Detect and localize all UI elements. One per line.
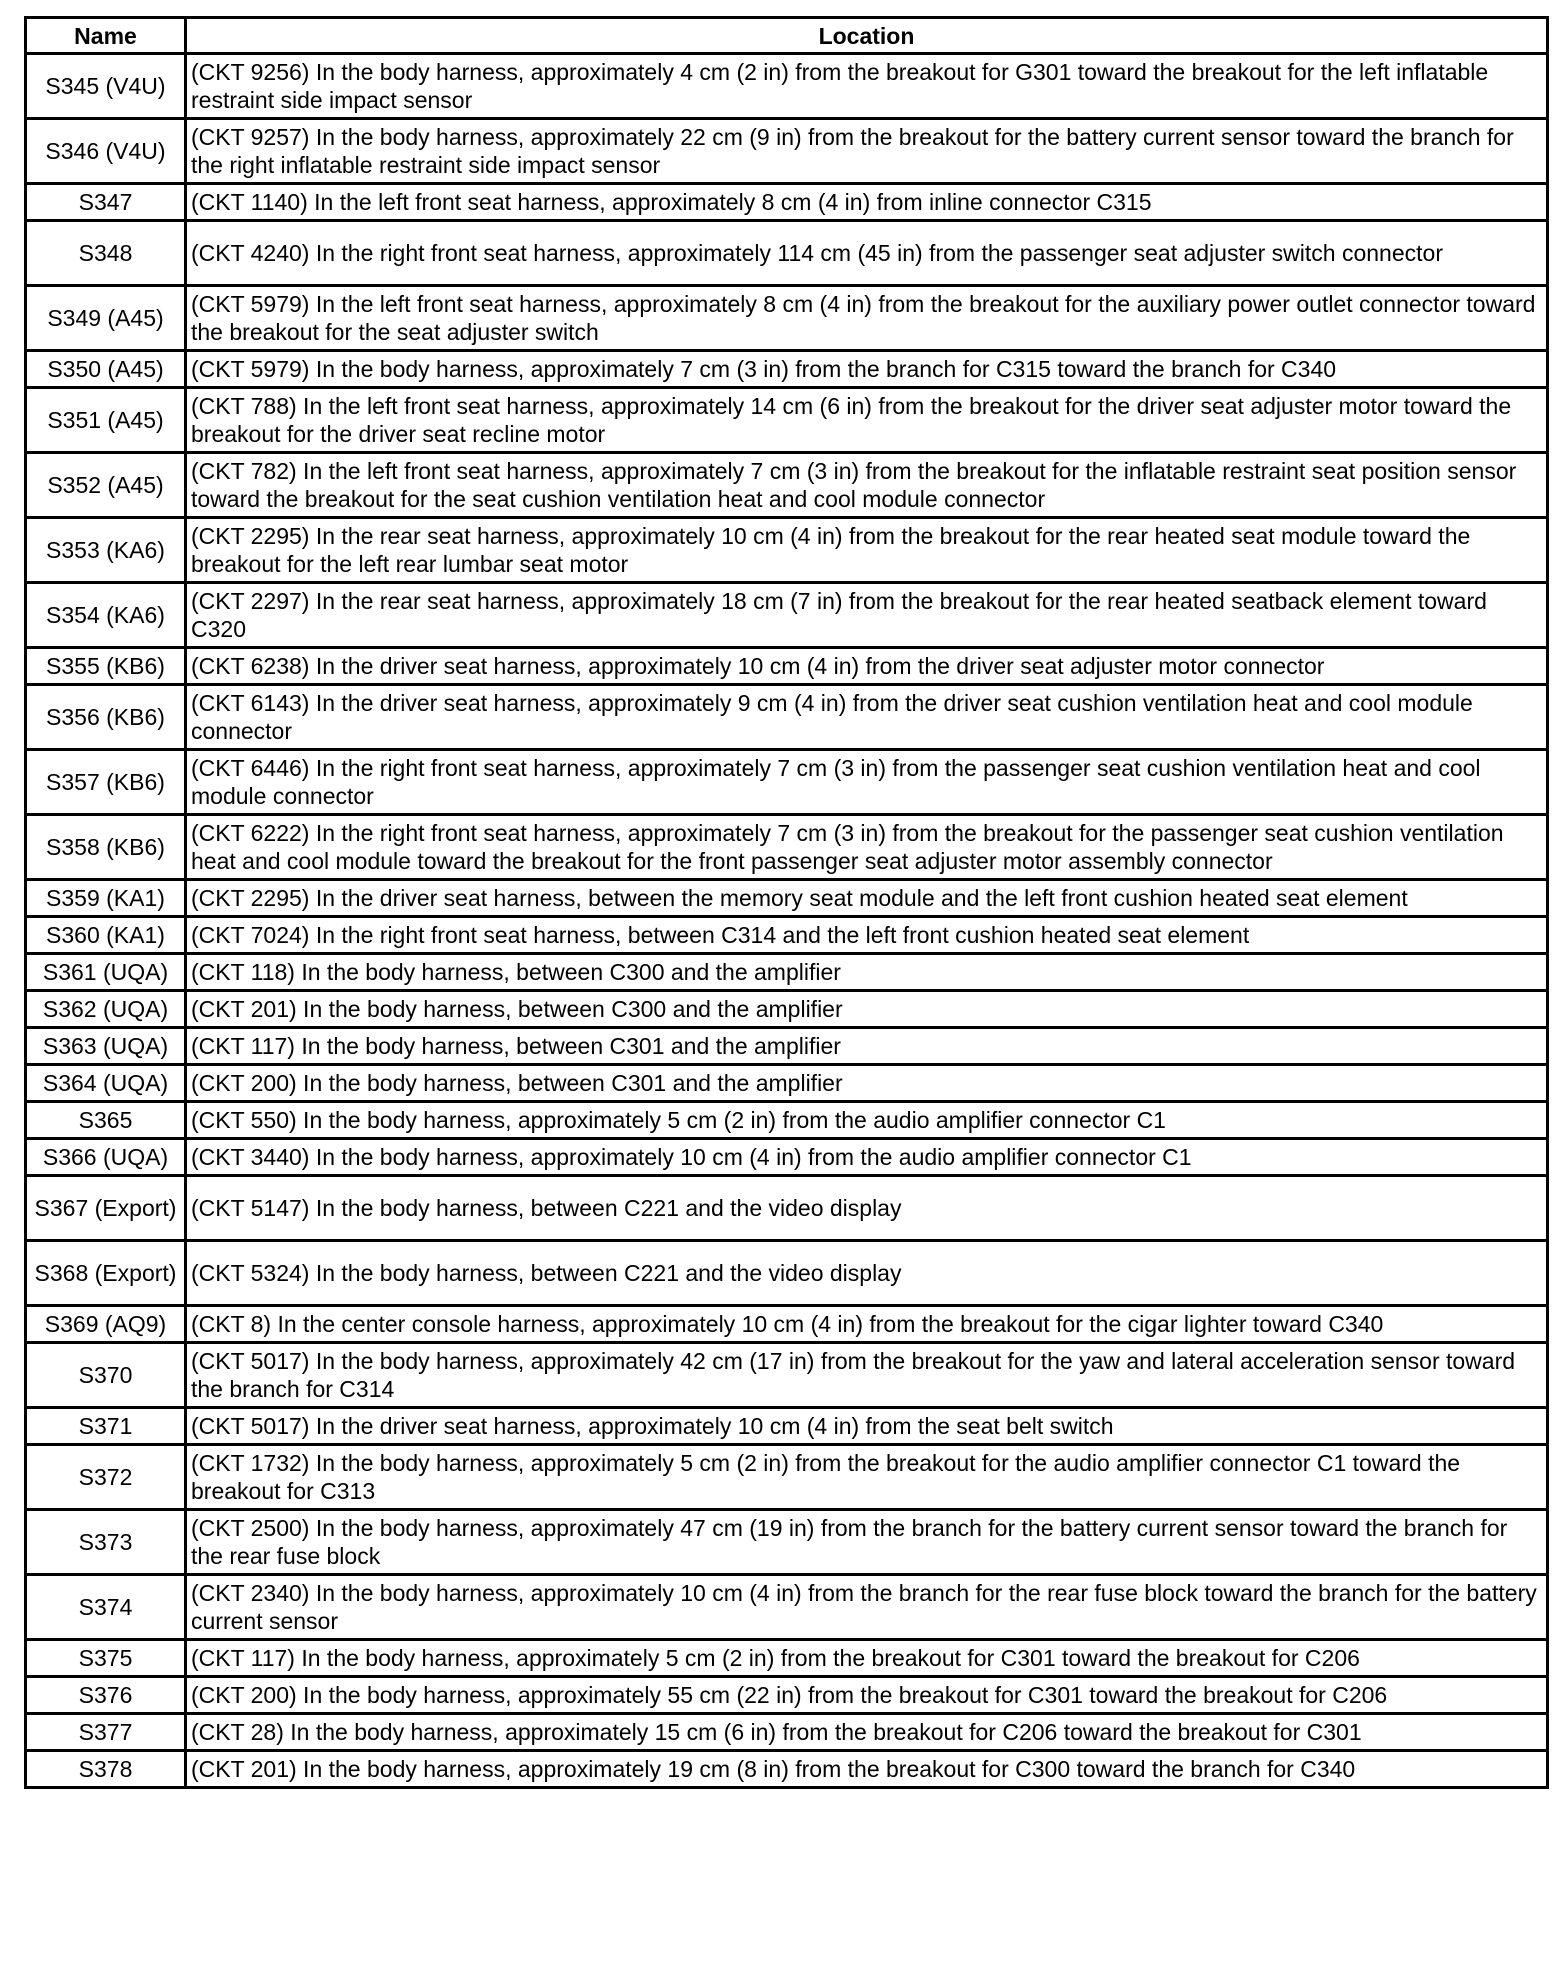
table-row [26,1028,1548,1065]
splice-location-cell: (CKT 3440) In the body harness, approximately 10 cm (4 in) from the audio amplifier connector C1 [186,1139,1548,1176]
table-row [26,1139,1548,1176]
splice-location-cell: (CKT 200) In the body harness, between C301 and the amplifier [186,1065,1548,1102]
splice-location-cell: (CKT 201) In the body harness, between C300 and the amplifier [186,991,1548,1028]
table-row [26,286,1548,351]
table-row [26,221,1548,286]
table-row [26,351,1548,388]
table-row [26,1751,1548,1788]
splice-name-cell: S368 (Export) [26,1241,186,1306]
table-row [26,583,1548,648]
header-row [26,18,1548,54]
splice-location-cell: (CKT 5979) In the left front seat harness, approximately 8 cm (4 in) from the breakout for the auxiliary power outlet connector toward the breakout for the seat adjuster switch [186,286,1548,351]
splice-name-cell: S351 (A45) [26,388,186,453]
splice-location-cell: (CKT 5017) In the driver seat harness, approximately 10 cm (4 in) from the seat belt switch [186,1408,1548,1445]
table-row [26,54,1548,119]
splice-name-cell: S359 (KA1) [26,880,186,917]
splice-name-cell: S375 [26,1640,186,1677]
splice-location-cell: (CKT 5147) In the body harness, between C221 and the video display [186,1176,1548,1241]
splice-name-cell: S370 [26,1343,186,1408]
splice-location-cell: (CKT 2500) In the body harness, approximately 47 cm (19 in) from the branch for the battery current sensor toward the branch for the rear fuse block [186,1510,1548,1575]
splice-name-cell: S345 (V4U) [26,54,186,119]
splice-location-cell: (CKT 4240) In the right front seat harness, approximately 114 cm (45 in) from the passenger seat adjuster switch connector [186,221,1548,286]
splice-location-cell: (CKT 7024) In the right front seat harness, between C314 and the left front cushion heated seat element [186,917,1548,954]
splice-name-cell: S362 (UQA) [26,991,186,1028]
splice-location-cell: (CKT 8) In the center console harness, approximately 10 cm (4 in) from the breakout for the cigar lighter toward C340 [186,1306,1548,1343]
splice-name-cell: S365 [26,1102,186,1139]
splice-name-cell: S366 (UQA) [26,1139,186,1176]
table-row [26,184,1548,221]
splice-name-cell: S369 (AQ9) [26,1306,186,1343]
splice-name-cell: S346 (V4U) [26,119,186,184]
splice-name-cell: S354 (KA6) [26,583,186,648]
table-body [26,54,1548,1788]
table-row [26,1714,1548,1751]
table-row [26,388,1548,453]
splice-location-cell: (CKT 6222) In the right front seat harness, approximately 7 cm (3 in) from the breakout for the passenger seat cushion ventilation heat and cool module toward the breakout for the front passenger seat adjuster motor assembly connector [186,815,1548,880]
splice-location-cell: (CKT 5979) In the body harness, approximately 7 cm (3 in) from the branch for C315 toward the branch for C340 [186,351,1548,388]
splice-location-table [24,16,1549,1789]
table-row [26,1677,1548,1714]
table-row [26,1241,1548,1306]
splice-location-cell: (CKT 2295) In the driver seat harness, between the memory seat module and the left front cushion heated seat element [186,880,1548,917]
splice-location-cell: (CKT 5017) In the body harness, approximately 42 cm (17 in) from the breakout for the yaw and lateral acceleration sensor toward the branch for C314 [186,1343,1548,1408]
splice-location-cell: (CKT 6446) In the right front seat harness, approximately 7 cm (3 in) from the passenger seat cushion ventilation heat and cool module connector [186,750,1548,815]
splice-name-cell: S350 (A45) [26,351,186,388]
splice-name-cell: S360 (KA1) [26,917,186,954]
column-header-location: Location [186,18,1548,54]
splice-name-cell: S371 [26,1408,186,1445]
column-header-name: Name [26,18,186,54]
splice-name-cell: S348 [26,221,186,286]
splice-name-cell: S347 [26,184,186,221]
splice-location-cell: (CKT 1140) In the left front seat harness, approximately 8 cm (4 in) from inline connector C315 [186,184,1548,221]
table-row [26,1065,1548,1102]
splice-location-cell: (CKT 550) In the body harness, approximately 5 cm (2 in) from the audio amplifier connector C1 [186,1102,1548,1139]
table-row [26,685,1548,750]
splice-location-cell: (CKT 9257) In the body harness, approximately 22 cm (9 in) from the breakout for the battery current sensor toward the branch for the right inflatable restraint side impact sensor [186,119,1548,184]
splice-name-cell: S378 [26,1751,186,1788]
splice-location-cell: (CKT 28) In the body harness, approximately 15 cm (6 in) from the breakout for C206 toward the breakout for C301 [186,1714,1548,1751]
splice-name-cell: S352 (A45) [26,453,186,518]
table-row [26,1343,1548,1408]
splice-name-cell: S349 (A45) [26,286,186,351]
splice-name-cell: S357 (KB6) [26,750,186,815]
splice-location-cell: (CKT 117) In the body harness, between C301 and the amplifier [186,1028,1548,1065]
splice-location-cell: (CKT 2295) In the rear seat harness, approximately 10 cm (4 in) from the breakout for the rear heated seat module toward the breakout for the left rear lumbar seat motor [186,518,1548,583]
splice-name-cell: S353 (KA6) [26,518,186,583]
splice-location-cell: (CKT 782) In the left front seat harness, approximately 7 cm (3 in) from the breakout for the inflatable restraint seat position sensor toward the breakout for the seat cushion ventilation heat and cool module connector [186,453,1548,518]
splice-location-cell: (CKT 118) In the body harness, between C300 and the amplifier [186,954,1548,991]
splice-location-cell: (CKT 5324) In the body harness, between C221 and the video display [186,1241,1548,1306]
table-row [26,954,1548,991]
splice-name-cell: S364 (UQA) [26,1065,186,1102]
splice-location-cell: (CKT 9256) In the body harness, approximately 4 cm (2 in) from the breakout for G301 toward the breakout for the left inflatable restraint side impact sensor [186,54,1548,119]
table-row [26,518,1548,583]
splice-location-cell: (CKT 1732) In the body harness, approximately 5 cm (2 in) from the breakout for the audio amplifier connector C1 toward the breakout for C313 [186,1445,1548,1510]
splice-name-cell: S355 (KB6) [26,648,186,685]
table-row [26,648,1548,685]
splice-location-cell: (CKT 201) In the body harness, approximately 19 cm (8 in) from the breakout for C300 toward the branch for C340 [186,1751,1548,1788]
table-row [26,1445,1548,1510]
splice-name-cell: S374 [26,1575,186,1640]
table-row [26,119,1548,184]
splice-location-cell: (CKT 2340) In the body harness, approximately 10 cm (4 in) from the branch for the rear fuse block toward the branch for the battery current sensor [186,1575,1548,1640]
splice-name-cell: S367 (Export) [26,1176,186,1241]
table-row [26,1176,1548,1241]
splice-location-cell: (CKT 6238) In the driver seat harness, approximately 10 cm (4 in) from the driver seat adjuster motor connector [186,648,1548,685]
table-row [26,1102,1548,1139]
splice-location-cell: (CKT 2297) In the rear seat harness, approximately 18 cm (7 in) from the breakout for the rear heated seatback element toward C320 [186,583,1548,648]
splice-location-cell: (CKT 788) In the left front seat harness, approximately 14 cm (6 in) from the breakout for the driver seat adjuster motor toward the breakout for the driver seat recline motor [186,388,1548,453]
table-row [26,880,1548,917]
splice-location-cell: (CKT 200) In the body harness, approximately 55 cm (22 in) from the breakout for C301 toward the breakout for C206 [186,1677,1548,1714]
splice-location-cell: (CKT 117) In the body harness, approximately 5 cm (2 in) from the breakout for C301 toward the breakout for C206 [186,1640,1548,1677]
table-row [26,1640,1548,1677]
splice-name-cell: S361 (UQA) [26,954,186,991]
table-row [26,917,1548,954]
table-row [26,453,1548,518]
table-row [26,991,1548,1028]
table-row [26,815,1548,880]
table-row [26,1408,1548,1445]
splice-name-cell: S372 [26,1445,186,1510]
table-row [26,1575,1548,1640]
table-row [26,1306,1548,1343]
splice-name-cell: S376 [26,1677,186,1714]
splice-name-cell: S373 [26,1510,186,1575]
splice-name-cell: S363 (UQA) [26,1028,186,1065]
splice-name-cell: S358 (KB6) [26,815,186,880]
table-row [26,750,1548,815]
splice-location-cell: (CKT 6143) In the driver seat harness, approximately 9 cm (4 in) from the driver seat cushion ventilation heat and cool module connector [186,685,1548,750]
splice-name-cell: S356 (KB6) [26,685,186,750]
table-row [26,1510,1548,1575]
splice-name-cell: S377 [26,1714,186,1751]
